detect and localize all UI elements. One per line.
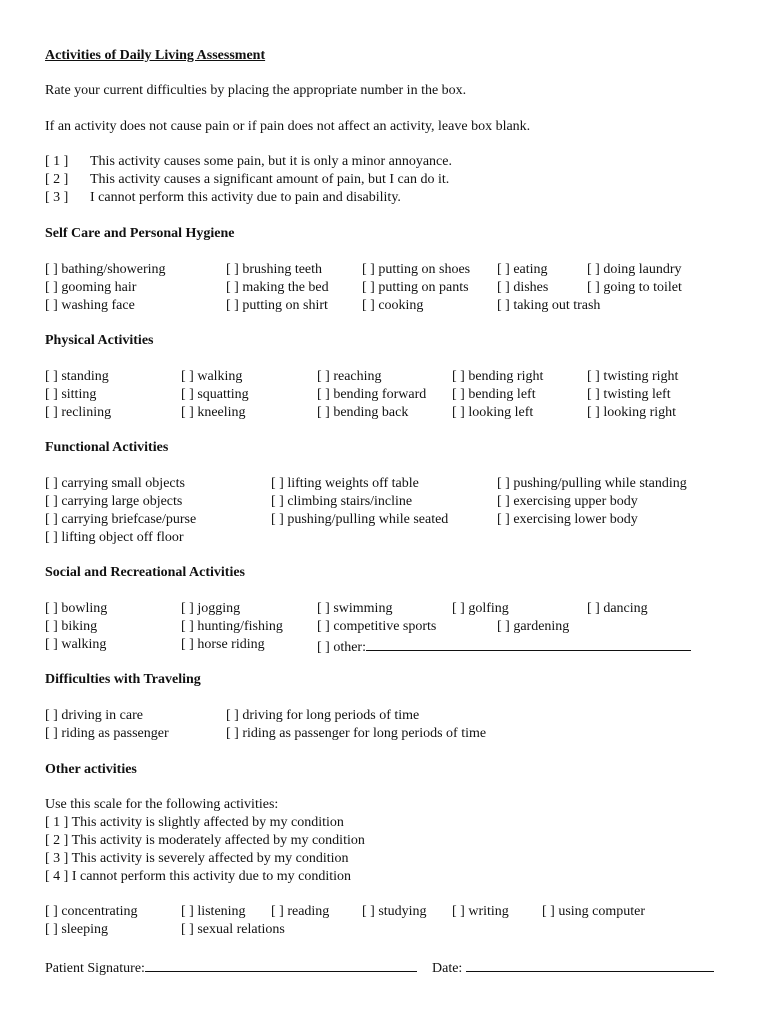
item-exercising-upper-body[interactable]: [ ] exercising upper body	[497, 494, 638, 509]
rating-box[interactable]: [ ]	[181, 405, 194, 420]
rating-box[interactable]: [ ]	[587, 601, 600, 616]
scale-text-1: This activity causes some pain, but it is only a minor annoyance.	[90, 154, 452, 169]
item-cooking[interactable]: [ ] cooking	[362, 298, 424, 313]
rating-box[interactable]: [ ]	[317, 601, 330, 616]
rating-box[interactable]: [ ]	[45, 280, 58, 295]
rating-box[interactable]: [ ]	[497, 262, 510, 277]
scale2-item-2: [ 2 ] This activity is moderately affected by my condition	[45, 833, 365, 848]
rating-box[interactable]: [ ]	[317, 387, 330, 402]
rating-box[interactable]: [ ]	[45, 512, 58, 527]
page-title: Activities of Daily Living Assessment	[45, 48, 266, 63]
rating-box[interactable]: [ ]	[181, 922, 194, 937]
rating-box[interactable]: [ ]	[271, 476, 284, 491]
item-sexual-relations[interactable]: [ ] sexual relations	[181, 922, 285, 937]
item-standing[interactable]: [ ] standing	[45, 369, 109, 384]
item-reclining[interactable]: [ ] reclining	[45, 405, 112, 420]
rating-box[interactable]: [ ]	[587, 387, 600, 402]
item-concentrating[interactable]: [ ] concentrating	[45, 904, 138, 919]
rating-box[interactable]: [ ]	[226, 280, 239, 295]
rating-box[interactable]: [ ]	[542, 904, 555, 919]
rating-box[interactable]: [ ]	[497, 298, 510, 313]
item-washing-face[interactable]: [ ] washing face	[45, 298, 135, 313]
item-pushing-pulling-seated[interactable]: [ ] pushing/pulling while seated	[271, 512, 449, 527]
rating-box[interactable]: [ ]	[587, 369, 600, 384]
item-gooming-hair[interactable]: [ ] gooming hair	[45, 280, 137, 295]
rating-box[interactable]: [ ]	[226, 262, 239, 277]
item-putting-on-shirt[interactable]: [ ] putting on shirt	[226, 298, 328, 313]
item-doing-laundry[interactable]: [ ] doing laundry	[587, 262, 682, 277]
rating-box[interactable]: [ ]	[181, 637, 194, 652]
rating-box[interactable]: [ ]	[45, 904, 58, 919]
item-kneeling[interactable]: [ ] kneeling	[181, 405, 246, 420]
item-bowling[interactable]: [ ] bowling	[45, 601, 108, 616]
item-eating[interactable]: [ ] eating	[497, 262, 548, 277]
item-sitting[interactable]: [ ] sitting	[45, 387, 97, 402]
item-listening[interactable]: [ ] listening	[181, 904, 246, 919]
rating-box[interactable]: [ ]	[587, 262, 600, 277]
item-jogging[interactable]: [ ] jogging	[181, 601, 241, 616]
item-brushing-teeth[interactable]: [ ] brushing teeth	[226, 262, 323, 277]
item-driving-in-care[interactable]: [ ] driving in care	[45, 708, 143, 723]
section-heading-functional: Functional Activities	[45, 440, 169, 455]
rating-box[interactable]: [ ]	[452, 601, 465, 616]
item-reaching[interactable]: [ ] reaching	[317, 369, 382, 384]
item-climbing-stairs[interactable]: [ ] climbing stairs/incline	[271, 494, 413, 509]
scale-code-2: [ 2 ]	[45, 172, 69, 187]
item-exercising-lower-body[interactable]: [ ] exercising lower body	[497, 512, 638, 527]
item-looking-right[interactable]: [ ] looking right	[587, 405, 677, 420]
item-bending-left[interactable]: [ ] bending left	[452, 387, 536, 402]
rating-box[interactable]: [ ]	[362, 262, 375, 277]
rating-box[interactable]: [ ]	[226, 708, 239, 723]
item-other[interactable]: [ ] other:	[317, 636, 691, 657]
section-heading-physical: Physical Activities	[45, 333, 154, 348]
item-twisting-right[interactable]: [ ] twisting right	[587, 369, 679, 384]
rating-box[interactable]: [ ]	[45, 405, 58, 420]
rating-box[interactable]: [ ]	[497, 280, 510, 295]
item-competitive-sports[interactable]: [ ] competitive sports	[317, 619, 437, 634]
scale2-item-4: [ 4 ] I cannot perform this activity due to my condition	[45, 869, 351, 884]
rating-box[interactable]: [ ]	[362, 280, 375, 295]
rating-box[interactable]: [ ]	[45, 922, 58, 937]
instruction-rate: Rate your current difficulties by placing the appropriate number in the box.	[45, 83, 467, 98]
rating-box[interactable]: [ ]	[587, 405, 600, 420]
rating-box[interactable]: [ ]	[226, 726, 239, 741]
rating-box[interactable]: [ ]	[45, 298, 58, 313]
item-gardening[interactable]: [ ] gardening	[497, 619, 570, 634]
item-bending-right[interactable]: [ ] bending right	[452, 369, 544, 384]
rating-box[interactable]: [ ]	[362, 904, 375, 919]
item-carrying-briefcase[interactable]: [ ] carrying briefcase/purse	[45, 512, 197, 527]
item-taking-out-trash[interactable]: [ ] taking out trash	[497, 298, 601, 313]
item-bathing[interactable]: [ ] bathing/showering	[45, 262, 166, 277]
item-squatting[interactable]: [ ] squatting	[181, 387, 249, 402]
date-row	[432, 957, 714, 978]
section-heading-other: Other activities	[45, 762, 137, 777]
item-reading[interactable]: [ ] reading	[271, 904, 330, 919]
rating-box[interactable]: [ ]	[45, 262, 58, 277]
item-riding-passenger-long[interactable]: [ ] riding as passenger for long periods of time	[226, 726, 487, 741]
item-going-to-toilet[interactable]: [ ] going to toilet	[587, 280, 682, 295]
rating-box[interactable]: [ ]	[317, 405, 330, 420]
scale2-intro: Use this scale for the following activities:	[45, 797, 279, 812]
rating-box[interactable]: [ ]	[452, 405, 465, 420]
rating-box[interactable]: [ ]	[226, 298, 239, 313]
rating-box[interactable]: [ ]	[45, 726, 58, 741]
rating-box[interactable]: [ ]	[497, 494, 510, 509]
rating-box[interactable]: [ ]	[181, 904, 194, 919]
item-bending-forward[interactable]: [ ] bending forward	[317, 387, 427, 402]
rating-box[interactable]: [ ]	[452, 369, 465, 384]
rating-box[interactable]: [ ]	[452, 904, 465, 919]
signature-line[interactable]	[145, 957, 417, 972]
item-putting-on-pants[interactable]: [ ] putting on pants	[362, 280, 469, 295]
section-heading-self-care: Self Care and Personal Hygiene	[45, 226, 235, 241]
instruction-blank: If an activity does not cause pain or if pain does not affect an activity, leave box blank.	[45, 119, 531, 134]
item-biking[interactable]: [ ] biking	[45, 619, 98, 634]
item-horse-riding[interactable]: [ ] horse riding	[181, 637, 265, 652]
rating-box[interactable]: [ ]	[45, 494, 58, 509]
rating-box[interactable]: [ ]	[362, 298, 375, 313]
rating-box[interactable]: [ ]	[181, 619, 194, 634]
rating-box[interactable]: [ ]	[181, 387, 194, 402]
item-driving-long[interactable]: [ ] driving for long periods of time	[226, 708, 420, 723]
item-lifting-weights[interactable]: [ ] lifting weights off table	[271, 476, 419, 491]
rating-box[interactable]: [ ]	[181, 601, 194, 616]
scale-code-1: [ 1 ]	[45, 154, 69, 169]
section-heading-traveling: Difficulties with Traveling	[45, 672, 201, 687]
item-using-computer[interactable]: [ ] using computer	[542, 904, 646, 919]
date-label: Date:	[432, 961, 463, 976]
item-carrying-small-objects[interactable]: [ ] carrying small objects	[45, 476, 185, 491]
item-dishes[interactable]: [ ] dishes	[497, 280, 549, 295]
item-twisting-left[interactable]: [ ] twisting left	[587, 387, 671, 402]
rating-box[interactable]: [ ]	[181, 369, 194, 384]
item-walking-social[interactable]: [ ] walking	[45, 637, 107, 652]
rating-box[interactable]: [ ]	[497, 476, 510, 491]
rating-box[interactable]: [ ]	[317, 640, 330, 655]
item-lifting-object-off-floor[interactable]: [ ] lifting object off floor	[45, 530, 184, 545]
item-putting-on-shoes[interactable]: [ ] putting on shoes	[362, 262, 471, 277]
rating-box[interactable]: [ ]	[45, 637, 58, 652]
item-swimming[interactable]: [ ] swimming	[317, 601, 393, 616]
item-riding-as-passenger[interactable]: [ ] riding as passenger	[45, 726, 169, 741]
scale2-item-1: [ 1 ] This activity is slightly affected by my condition	[45, 815, 344, 830]
item-dancing[interactable]: [ ] dancing	[587, 601, 648, 616]
item-studying[interactable]: [ ] studying	[362, 904, 427, 919]
rating-box[interactable]: [ ]	[45, 369, 58, 384]
item-looking-left[interactable]: [ ] looking left	[452, 405, 534, 420]
rating-box[interactable]: [ ]	[587, 280, 600, 295]
item-golfing[interactable]: [ ] golfing	[452, 601, 509, 616]
other-fill-line[interactable]	[366, 636, 691, 651]
item-sleeping[interactable]: [ ] sleeping	[45, 922, 108, 937]
date-line[interactable]	[466, 957, 714, 972]
section-heading-social: Social and Recreational Activities	[45, 565, 245, 580]
rating-box[interactable]: [ ]	[317, 619, 330, 634]
item-hunting-fishing[interactable]: [ ] hunting/fishing	[181, 619, 283, 634]
rating-box[interactable]: [ ]	[271, 904, 284, 919]
item-making-bed[interactable]: [ ] making the bed	[226, 280, 329, 295]
rating-box[interactable]: [ ]	[45, 619, 58, 634]
item-writing[interactable]: [ ] writing	[452, 904, 509, 919]
signature-label: Patient Signature:	[45, 961, 145, 976]
rating-box[interactable]: [ ]	[271, 512, 284, 527]
rating-box[interactable]: [ ]	[45, 387, 58, 402]
rating-box[interactable]: [ ]	[45, 530, 58, 545]
signature-row	[45, 957, 417, 978]
rating-box[interactable]: [ ]	[497, 619, 510, 634]
rating-box[interactable]: [ ]	[271, 494, 284, 509]
scale-code-3: [ 3 ]	[45, 190, 69, 205]
rating-box[interactable]: [ ]	[497, 512, 510, 527]
item-carrying-large-objects[interactable]: [ ] carrying large objects	[45, 494, 183, 509]
rating-box[interactable]: [ ]	[45, 476, 58, 491]
rating-box[interactable]: [ ]	[317, 369, 330, 384]
item-pushing-pulling-standing[interactable]: [ ] pushing/pulling while standing	[497, 476, 687, 491]
scale2-item-3: [ 3 ] This activity is severely affected by my condition	[45, 851, 349, 866]
item-bending-back[interactable]: [ ] bending back	[317, 405, 409, 420]
item-walking[interactable]: [ ] walking	[181, 369, 243, 384]
rating-box[interactable]: [ ]	[45, 708, 58, 723]
rating-box[interactable]: [ ]	[452, 387, 465, 402]
scale-text-2: This activity causes a significant amount of pain, but I can do it.	[90, 172, 450, 187]
scale-text-3: I cannot perform this activity due to pain and disability.	[90, 190, 401, 205]
rating-box[interactable]: [ ]	[45, 601, 58, 616]
